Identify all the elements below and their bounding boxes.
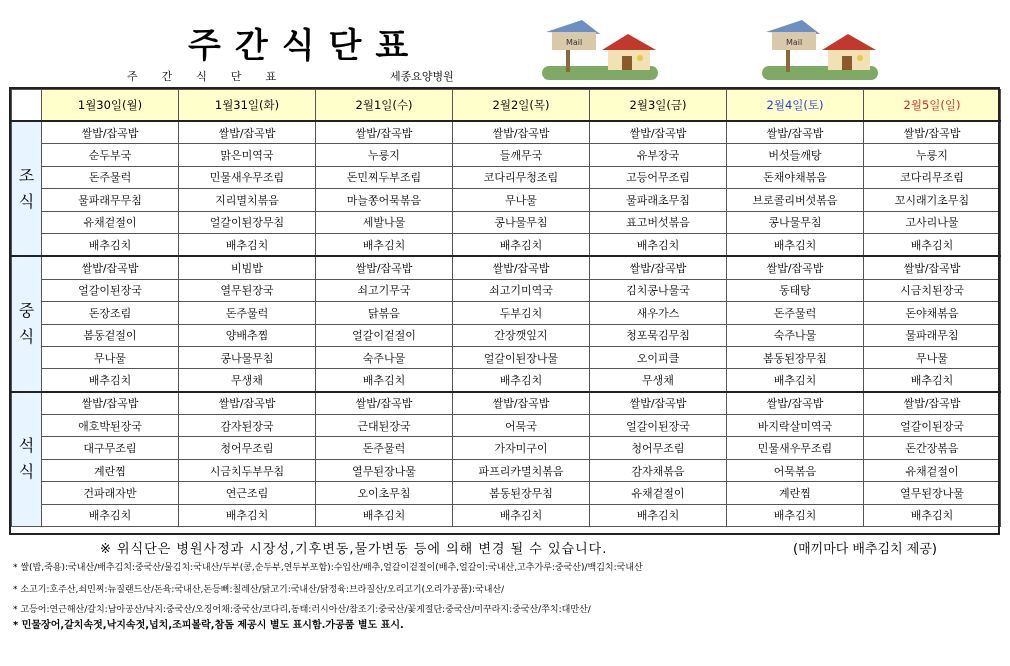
menu-cell: 오이피클 bbox=[590, 346, 727, 368]
menu-cell: 브로콜리버섯볶음 bbox=[727, 189, 864, 211]
menu-cell: 두부김치 bbox=[453, 302, 590, 324]
menu-cell: 유부장국 bbox=[590, 144, 727, 166]
menu-row bbox=[12, 324, 1001, 346]
menu-cell: 어묵볶음 bbox=[727, 459, 864, 481]
menu-cell: 순두부국 bbox=[42, 144, 179, 166]
menu-row bbox=[12, 279, 1001, 301]
menu-cell: 쌀밥/잡곡밥 bbox=[42, 256, 179, 279]
menu-cell: 마늘쫑어묵볶음 bbox=[316, 189, 453, 211]
menu-cell: 쌀밥/잡곡밥 bbox=[453, 392, 590, 415]
menu-cell: 쌀밥/잡곡밥 bbox=[864, 256, 1001, 279]
menu-cell: 청어무조림 bbox=[590, 437, 727, 459]
menu-cell: 돈야채볶음 bbox=[864, 302, 1001, 324]
menu-cell: 표고버섯볶음 bbox=[590, 211, 727, 233]
menu-cell: 돈주물럭 bbox=[179, 302, 316, 324]
menu-cell: 쌀밥/잡곡밥 bbox=[590, 121, 727, 144]
menu-cell: 배추김치 bbox=[864, 504, 1001, 526]
origin-note-extra: * 민물장어,갈치속젓,낙지속젓,넙치,조피볼락,참돔 제공시 별도 표시함.가공품 별도 표시. bbox=[13, 620, 404, 631]
menu-cell: 무생채 bbox=[179, 369, 316, 392]
menu-cell: 배추김치 bbox=[864, 233, 1001, 256]
menu-cell: 연근조림 bbox=[179, 482, 316, 504]
svg-text:Mail: Mail bbox=[786, 38, 803, 47]
day-header-sunday: 2월5일(일) bbox=[864, 90, 1001, 122]
origin-note-seafood: * 고등어:연근해산/갈치:남아공산/낙지:중국산/오징어채:중국산/코다리,동태:러시아산/참조기:중국산/꽃게절단:중국산/미꾸라지:중국산/쭈치:대만산/ bbox=[13, 605, 591, 615]
menu-row bbox=[12, 166, 1001, 188]
menu-cell: 바지락살미역국 bbox=[727, 415, 864, 437]
menu-cell: 코다리무조림 bbox=[864, 166, 1001, 188]
menu-cell: 새우가스 bbox=[590, 302, 727, 324]
menu-cell: 배추김치 bbox=[316, 504, 453, 526]
menu-cell: 누룽지 bbox=[316, 144, 453, 166]
menu-cell: 청포묵김무침 bbox=[590, 324, 727, 346]
menu-cell: 배추김치 bbox=[316, 369, 453, 392]
menu-cell: 쌀밥/잡곡밥 bbox=[42, 121, 179, 144]
menu-cell: 물파래초무침 bbox=[590, 189, 727, 211]
menu-cell: 청어무조림 bbox=[179, 437, 316, 459]
menu-cell: 무나물 bbox=[453, 189, 590, 211]
menu-cell: 얼갈이겉절이 bbox=[316, 324, 453, 346]
menu-row bbox=[12, 459, 1001, 481]
day-header-row bbox=[12, 90, 1001, 122]
menu-cell: 배추김치 bbox=[42, 504, 179, 526]
hospital-name: 세종요양병원 bbox=[390, 70, 454, 83]
menu-cell: 간장깻잎지 bbox=[453, 324, 590, 346]
menu-cell: 쌀밥/잡곡밥 bbox=[316, 256, 453, 279]
svg-text:Mail: Mail bbox=[566, 38, 583, 47]
menu-cell: 쌀밥/잡곡밥 bbox=[590, 256, 727, 279]
menu-cell: 숙주나물 bbox=[316, 346, 453, 368]
menu-cell: 쇠고기미역국 bbox=[453, 279, 590, 301]
menu-row bbox=[12, 256, 1001, 279]
menu-cell: 비빔밥 bbox=[179, 256, 316, 279]
menu-row bbox=[12, 415, 1001, 437]
menu-cell: 돈주물럭 bbox=[316, 437, 453, 459]
origin-note-grains: * 쌀(밥,죽용):국내산/배추김치:중국산/물김치:국내산/두부(콩,순두부,연두부포함):수입산/배추,얼갈이겉절이(배추,얼갈이:국내산,고추가루:중국산)/백김치:국내산 bbox=[13, 563, 643, 573]
menu-cell: 배추김치 bbox=[727, 504, 864, 526]
menu-cell: 쌀밥/잡곡밥 bbox=[727, 392, 864, 415]
menu-cell: 돈민찌두부조림 bbox=[316, 166, 453, 188]
menu-cell: 배추김치 bbox=[727, 233, 864, 256]
menu-cell: 배추김치 bbox=[727, 369, 864, 392]
day-header: 2월1일(수) bbox=[316, 90, 453, 122]
menu-cell: 유채겉절이 bbox=[590, 482, 727, 504]
menu-cell: 쌀밥/잡곡밥 bbox=[316, 121, 453, 144]
day-header: 2월2일(목) bbox=[453, 90, 590, 122]
menu-cell: 김치콩나물국 bbox=[590, 279, 727, 301]
menu-row bbox=[12, 437, 1001, 459]
menu-cell: 애호박된장국 bbox=[42, 415, 179, 437]
page-title: 주간식단표 bbox=[188, 26, 423, 66]
menu-cell: 계란찜 bbox=[42, 459, 179, 481]
menu-cell: 들깨무국 bbox=[453, 144, 590, 166]
mailbox-house-clipart bbox=[756, 14, 884, 84]
menu-cell: 시금치된장국 bbox=[864, 279, 1001, 301]
menu-cell: 코다리무청조림 bbox=[453, 166, 590, 188]
menu-cell: 얼갈이된장나물 bbox=[453, 346, 590, 368]
menu-cell: 어묵국 bbox=[453, 415, 590, 437]
menu-cell: 대구무조림 bbox=[42, 437, 179, 459]
menu-cell: 양배추찜 bbox=[179, 324, 316, 346]
menu-cell: 쌀밥/잡곡밥 bbox=[590, 392, 727, 415]
menu-cell: 버섯들깨탕 bbox=[727, 144, 864, 166]
menu-cell: 콩나물무침 bbox=[727, 211, 864, 233]
menu-cell: 쌀밥/잡곡밥 bbox=[179, 392, 316, 415]
menu-row bbox=[12, 121, 1001, 144]
menu-cell: 꼬시래기초무침 bbox=[864, 189, 1001, 211]
day-header: 1월31일(화) bbox=[179, 90, 316, 122]
menu-cell: 시금치두부무침 bbox=[179, 459, 316, 481]
menu-cell: 봄동겉절이 bbox=[42, 324, 179, 346]
menu-cell: 민물새우무조림 bbox=[179, 166, 316, 188]
origin-note-meat: * 소고기:호주산,쇠민찌:뉴질랜드산/돈육:국내산,돈등뼈:칠레산/닭고기:국내산/닭정육:브라질산/오리고기(오리가공품):국내산/ bbox=[13, 585, 505, 595]
menu-cell: 돈장조림 bbox=[42, 302, 179, 324]
menu-cell: 얼갈이된장국 bbox=[42, 279, 179, 301]
menu-cell: 봄동된장무침 bbox=[727, 346, 864, 368]
menu-cell: 얼갈이된장국 bbox=[864, 415, 1001, 437]
day-header: 1월30일(월) bbox=[42, 90, 179, 122]
menu-cell: 가자미구이 bbox=[453, 437, 590, 459]
menu-cell: 쌀밥/잡곡밥 bbox=[864, 392, 1001, 415]
menu-cell: 쌀밥/잡곡밥 bbox=[179, 121, 316, 144]
menu-row bbox=[12, 504, 1001, 526]
menu-row bbox=[12, 346, 1001, 368]
menu-cell: 돈간장볶음 bbox=[864, 437, 1001, 459]
menu-cell: 콩나물무침 bbox=[453, 211, 590, 233]
menu-cell: 배추김치 bbox=[316, 233, 453, 256]
menu-cell: 감자채볶음 bbox=[590, 459, 727, 481]
meal-label: 조 식 bbox=[12, 121, 42, 256]
menu-change-notice: ※ 위식단은 병원사정과 시장성,기후변동,물가변동 등에 의해 변경 될 수 있습니다. bbox=[100, 542, 608, 557]
menu-cell: 열무된장국 bbox=[179, 279, 316, 301]
menu-cell: 지리멸치볶음 bbox=[179, 189, 316, 211]
menu-cell: 쌀밥/잡곡밥 bbox=[42, 392, 179, 415]
menu-cell: 봄동된장무침 bbox=[453, 482, 590, 504]
menu-row bbox=[12, 302, 1001, 324]
menu-cell: 무나물 bbox=[864, 346, 1001, 368]
corner-cell bbox=[12, 90, 42, 122]
menu-cell: 배추김치 bbox=[179, 504, 316, 526]
menu-cell: 고등어무조림 bbox=[590, 166, 727, 188]
menu-cell: 돈주물럭 bbox=[727, 302, 864, 324]
day-header: 2월3일(금) bbox=[590, 90, 727, 122]
menu-cell: 배추김치 bbox=[590, 504, 727, 526]
menu-cell: 계란찜 bbox=[727, 482, 864, 504]
menu-cell: 물파래무침 bbox=[864, 324, 1001, 346]
menu-cell: 누룽지 bbox=[864, 144, 1001, 166]
menu-cell: 열무된장나물 bbox=[316, 459, 453, 481]
menu-cell: 물파래무무침 bbox=[42, 189, 179, 211]
menu-cell: 배추김치 bbox=[590, 233, 727, 256]
kimchi-notice: (매끼마다 배추김치 제공) bbox=[793, 542, 937, 557]
menu-cell: 쌀밥/잡곡밥 bbox=[727, 256, 864, 279]
menu-row bbox=[12, 482, 1001, 504]
mailbox-house-clipart bbox=[536, 14, 664, 84]
menu-cell: 배추김치 bbox=[42, 369, 179, 392]
meal-label: 중 식 bbox=[12, 256, 42, 391]
menu-cell: 배추김치 bbox=[453, 233, 590, 256]
menu-cell: 세발나물 bbox=[316, 211, 453, 233]
menu-cell: 민물새우무조림 bbox=[727, 437, 864, 459]
menu-cell: 배추김치 bbox=[864, 369, 1001, 392]
menu-cell: 쌀밥/잡곡밥 bbox=[453, 256, 590, 279]
menu-row bbox=[12, 369, 1001, 392]
menu-cell: 콩나물무침 bbox=[179, 346, 316, 368]
menu-cell: 배추김치 bbox=[453, 504, 590, 526]
menu-cell: 무나물 bbox=[42, 346, 179, 368]
menu-cell: 얼갈이된장무침 bbox=[179, 211, 316, 233]
menu-cell: 유채겉절이 bbox=[864, 459, 1001, 481]
menu-cell: 맑은미역국 bbox=[179, 144, 316, 166]
menu-cell: 배추김치 bbox=[179, 233, 316, 256]
menu-cell: 배추김치 bbox=[453, 369, 590, 392]
menu-cell: 배추김치 bbox=[42, 233, 179, 256]
menu-cell: 돈주물럭 bbox=[42, 166, 179, 188]
menu-cell: 얼갈이된장국 bbox=[590, 415, 727, 437]
menu-cell: 파프리카멸치볶음 bbox=[453, 459, 590, 481]
menu-cell: 쌀밥/잡곡밥 bbox=[864, 121, 1001, 144]
menu-cell: 근대된장국 bbox=[316, 415, 453, 437]
menu-row bbox=[12, 211, 1001, 233]
menu-cell: 쌀밥/잡곡밥 bbox=[453, 121, 590, 144]
menu-row bbox=[12, 189, 1001, 211]
menu-cell: 열무된장나물 bbox=[864, 482, 1001, 504]
menu-cell: 무생채 bbox=[590, 369, 727, 392]
menu-cell: 닭볶음 bbox=[316, 302, 453, 324]
menu-cell: 쌀밥/잡곡밥 bbox=[316, 392, 453, 415]
menu-cell: 감자된장국 bbox=[179, 415, 316, 437]
weekly-menu-table bbox=[11, 89, 1001, 527]
menu-row bbox=[12, 392, 1001, 415]
menu-cell: 쌀밥/잡곡밥 bbox=[727, 121, 864, 144]
page-subtitle: 주간식단표 bbox=[127, 70, 301, 83]
menu-cell: 유채겉절이 bbox=[42, 211, 179, 233]
menu-cell: 동태탕 bbox=[727, 279, 864, 301]
day-header-saturday: 2월4일(토) bbox=[727, 90, 864, 122]
meal-label: 석 식 bbox=[12, 392, 42, 527]
menu-cell: 고사리나물 bbox=[864, 211, 1001, 233]
menu-cell: 돈채야채볶음 bbox=[727, 166, 864, 188]
menu-cell: 오이초무침 bbox=[316, 482, 453, 504]
menu-cell: 건파래자반 bbox=[42, 482, 179, 504]
menu-row bbox=[12, 233, 1001, 256]
menu-cell: 쇠고기무국 bbox=[316, 279, 453, 301]
menu-row bbox=[12, 144, 1001, 166]
menu-cell: 숙주나물 bbox=[727, 324, 864, 346]
